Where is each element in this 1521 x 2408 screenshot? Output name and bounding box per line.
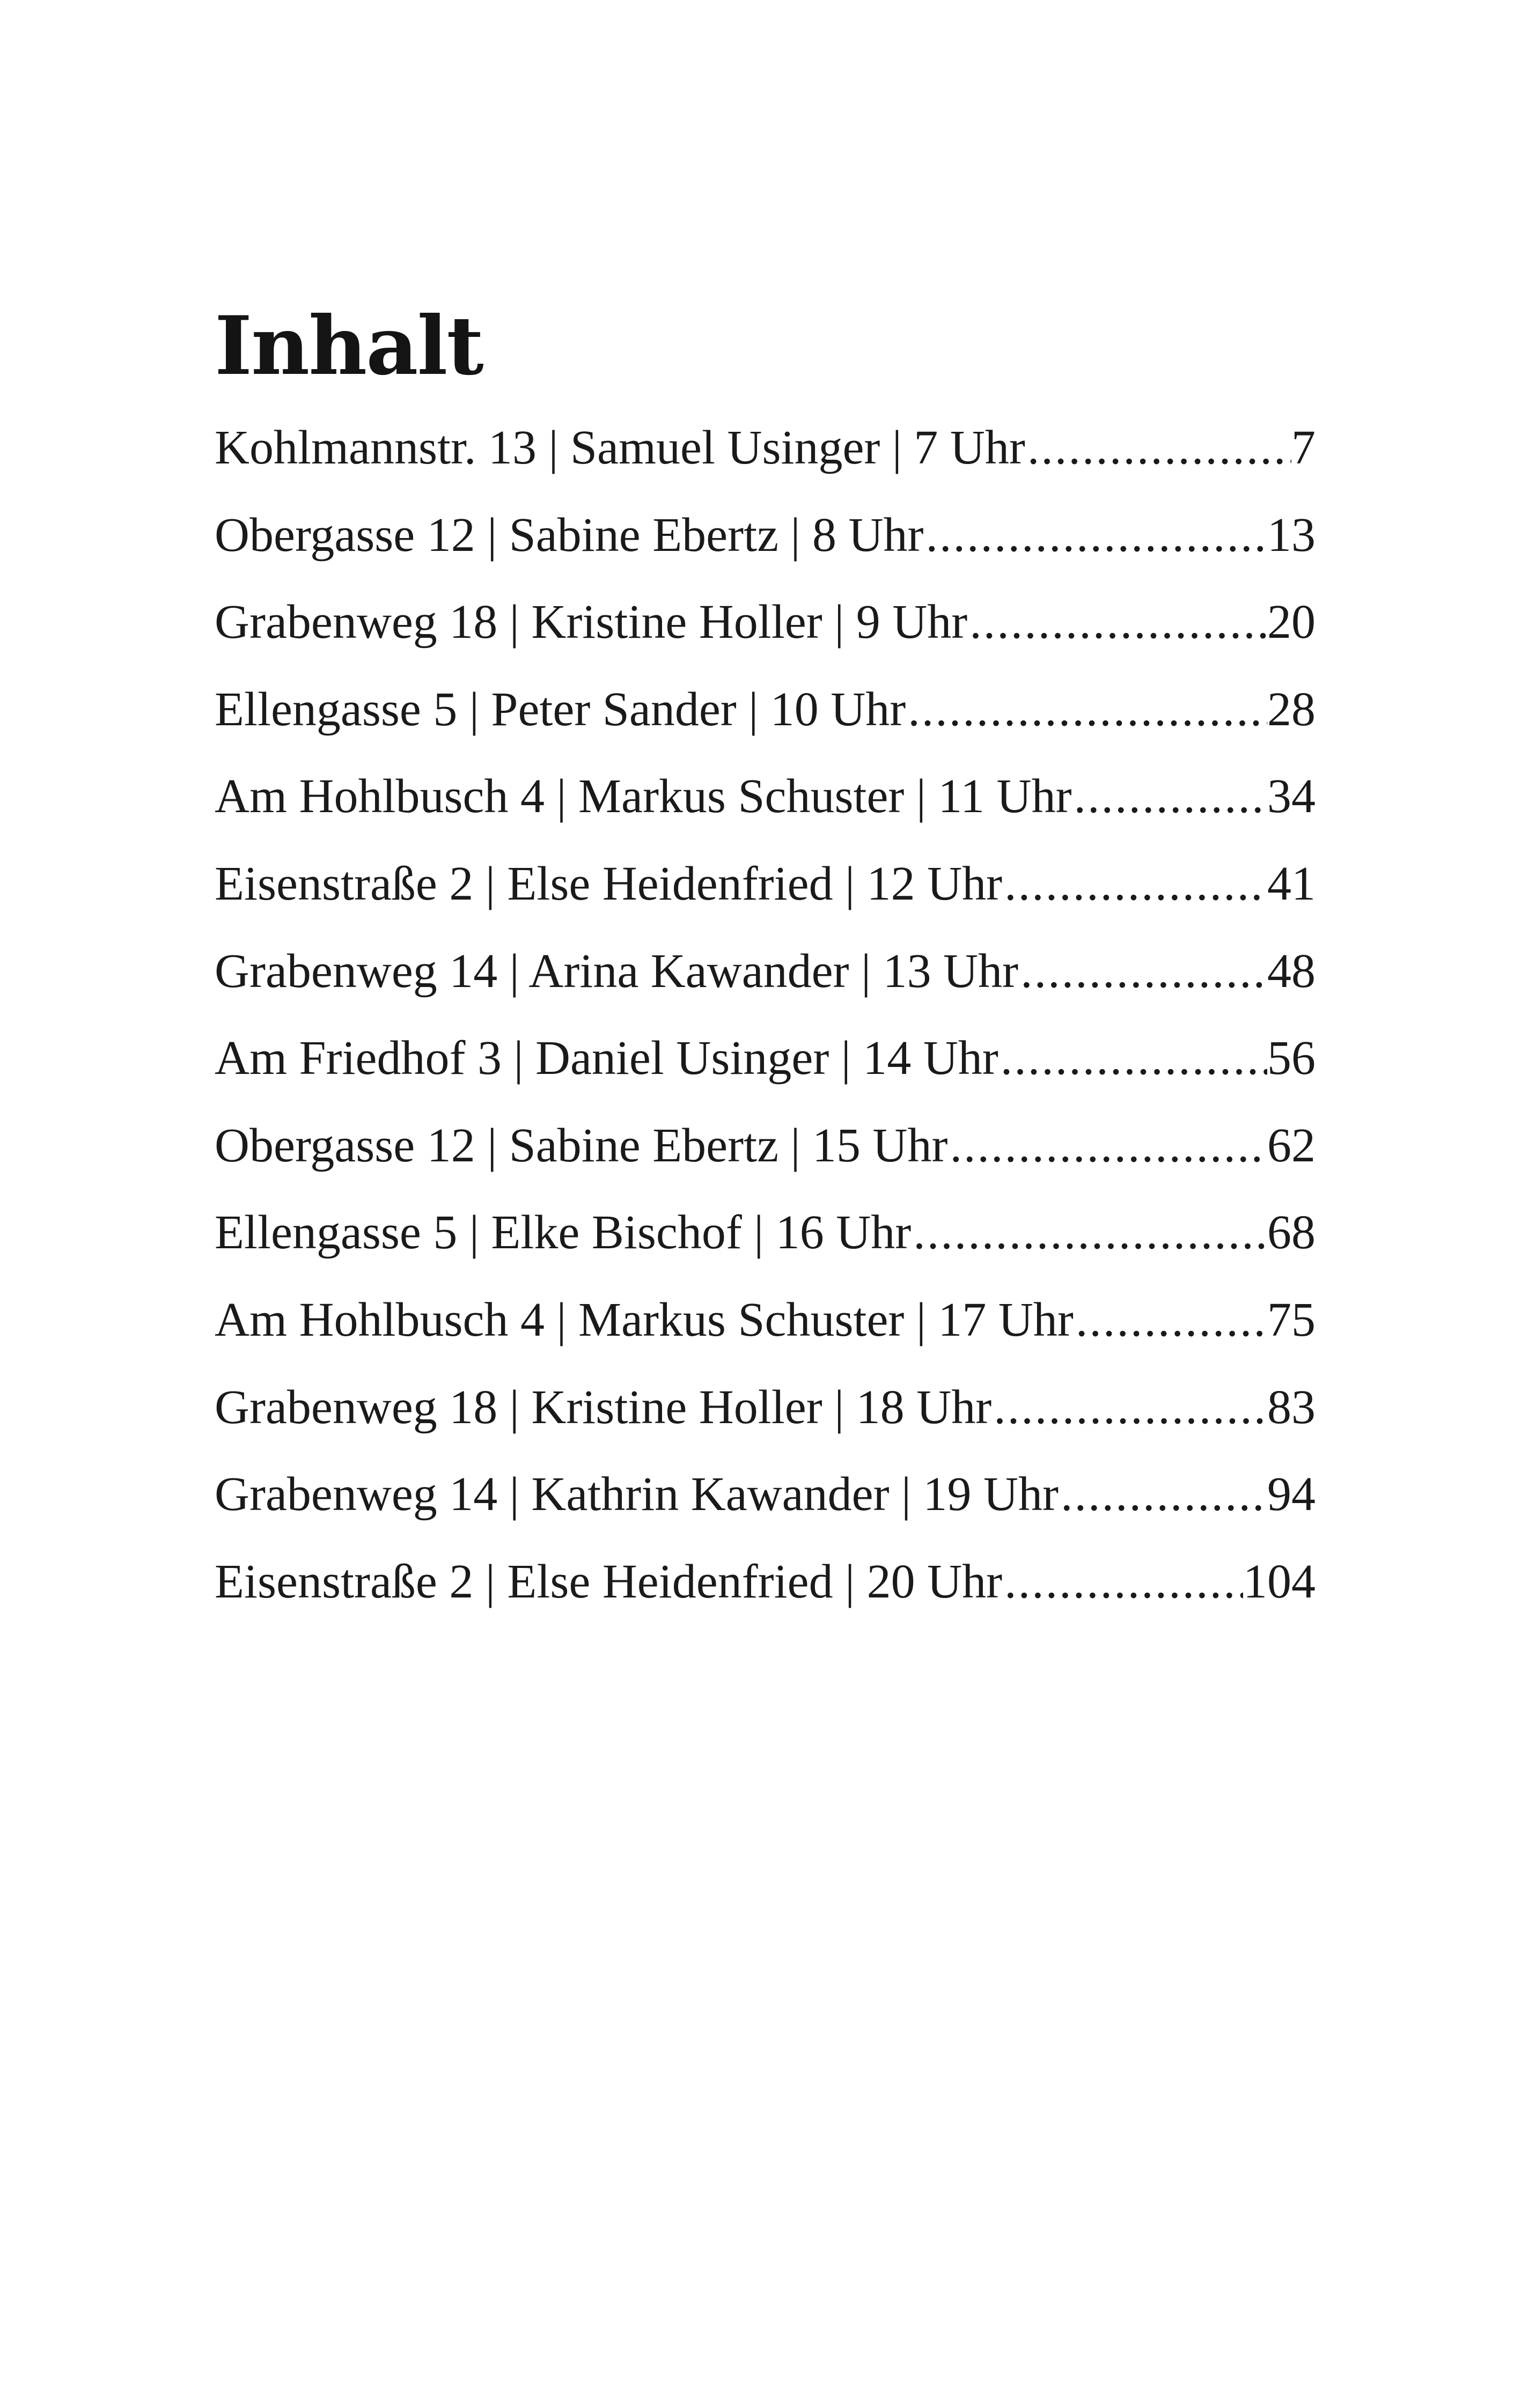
- toc-entry: [215, 404, 1316, 492]
- dot-leader: [1074, 1277, 1267, 1364]
- toc-entry-page: 94: [1267, 1468, 1316, 1521]
- toc-entry: [215, 1538, 1316, 1626]
- toc-entry-page: 56: [1267, 1032, 1316, 1085]
- toc-entry: [215, 1189, 1316, 1277]
- toc-entry-text: Eisenstraße 2 | Else Heidenfried | 12 Uhr: [215, 857, 1003, 910]
- toc-entry-page: 28: [1267, 682, 1316, 736]
- toc-entry-page: 68: [1267, 1206, 1316, 1260]
- toc-entry-page: 75: [1267, 1293, 1316, 1346]
- toc-entry-page: 41: [1267, 857, 1316, 910]
- toc-entry-text: Obergasse 12 | Sabine Ebertz | 8 Uhr: [215, 508, 924, 562]
- toc-entry: [215, 1277, 1316, 1364]
- toc-entry: [215, 492, 1316, 579]
- toc-entry-page: 104: [1243, 1555, 1316, 1608]
- toc-list: [215, 404, 1316, 1625]
- dot-leader: [991, 1364, 1267, 1452]
- toc-entry-text: Ellengasse 5 | Peter Sander | 10 Uhr: [215, 682, 906, 736]
- toc-entry-page: 83: [1267, 1380, 1316, 1434]
- dot-leader: [948, 1102, 1267, 1190]
- toc-entry-text: Kohlmannstr. 13 | Samuel Usinger | 7 Uhr: [215, 421, 1025, 474]
- toc-entry: [215, 1015, 1316, 1102]
- toc-entry: [215, 666, 1316, 754]
- toc-entry-page: 7: [1291, 421, 1316, 474]
- toc-entry: [215, 1364, 1316, 1452]
- toc-entry-text: Ellengasse 5 | Elke Bischof | 16 Uhr: [215, 1206, 912, 1260]
- dot-leader: [906, 666, 1267, 754]
- dot-leader: [911, 1189, 1267, 1277]
- toc-entry: [215, 841, 1316, 928]
- toc-entry-text: Eisenstraße 2 | Else Heidenfried | 20 Uhr: [215, 1555, 1003, 1608]
- toc-entry-text: Obergasse 12 | Sabine Ebertz | 15 Uhr: [215, 1118, 948, 1172]
- toc-entry: [215, 1102, 1316, 1190]
- toc-entry-page: 13: [1267, 508, 1316, 562]
- dot-leader: [1002, 1538, 1243, 1626]
- dot-leader: [1018, 928, 1267, 1015]
- toc-entry: [215, 1451, 1316, 1538]
- dot-leader: [998, 1015, 1267, 1102]
- table-of-contents: [215, 290, 1316, 1625]
- toc-entry-text: Am Friedhof 3 | Daniel Usinger | 14 Uhr: [215, 1032, 998, 1085]
- toc-entry-page: 62: [1267, 1118, 1316, 1172]
- toc-entry: [215, 579, 1316, 666]
- dot-leader: [1072, 753, 1267, 841]
- dot-leader: [1002, 841, 1267, 928]
- toc-entry-page: 34: [1267, 770, 1316, 823]
- toc-entry: [215, 928, 1316, 1015]
- dot-leader: [1059, 1451, 1267, 1538]
- toc-entry-text: Grabenweg 14 | Kathrin Kawander | 19 Uhr: [215, 1468, 1059, 1521]
- toc-entry-text: Grabenweg 18 | Kristine Holler | 9 Uhr: [215, 595, 968, 649]
- toc-entry-text: Grabenweg 18 | Kristine Holler | 18 Uhr: [215, 1380, 992, 1434]
- toc-entry-text: Grabenweg 14 | Arina Kawander | 13 Uhr: [215, 944, 1019, 998]
- toc-entry-page: 20: [1267, 595, 1316, 649]
- dot-leader: [924, 492, 1267, 579]
- toc-entry-text: Am Hohlbusch 4 | Markus Schuster | 11 Uhr: [215, 770, 1072, 823]
- dot-leader: [1025, 404, 1291, 492]
- dot-leader: [967, 579, 1267, 666]
- toc-entry-text: Am Hohlbusch 4 | Markus Schuster | 17 Uhr: [215, 1293, 1074, 1346]
- toc-title: Inhalt: [215, 299, 483, 393]
- toc-entry: [215, 753, 1316, 841]
- toc-entry-page: 48: [1267, 944, 1316, 998]
